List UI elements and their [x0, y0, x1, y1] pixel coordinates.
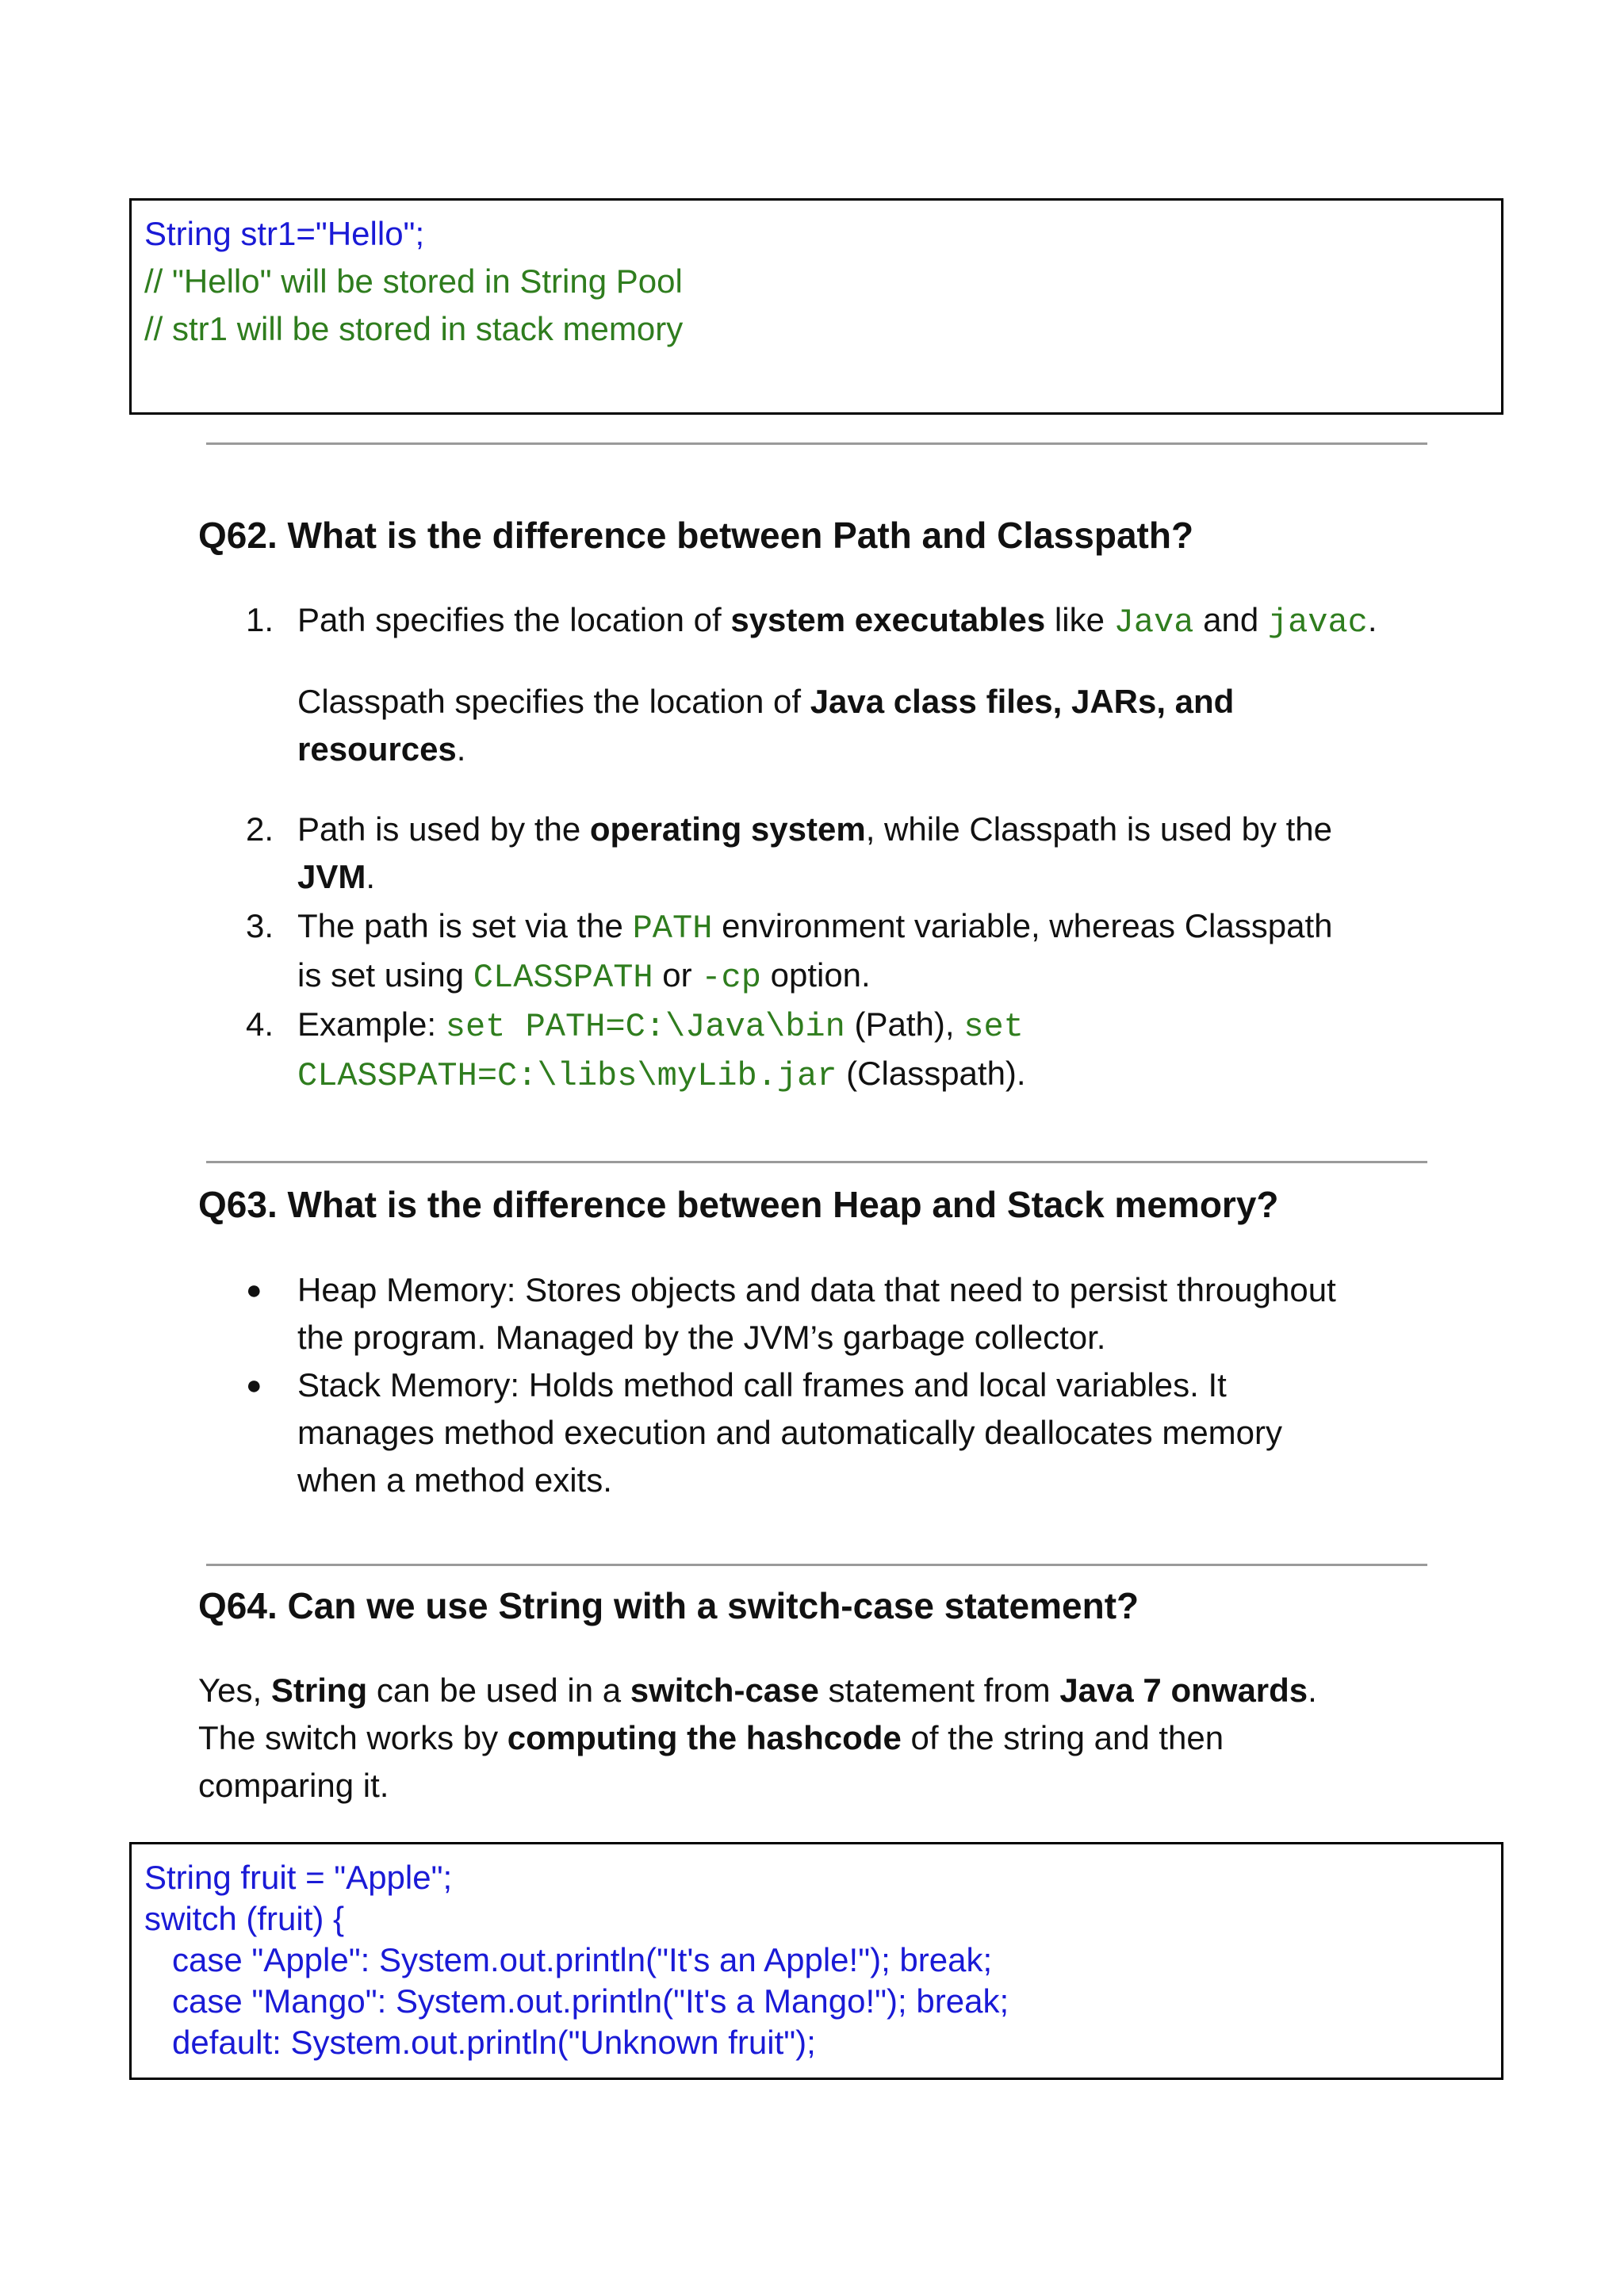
divider — [206, 442, 1427, 445]
paragraph-line: comparing it. — [198, 1767, 389, 1804]
list-item-text: CLASSPATH=C:\libs\myLib.jar (Classpath). — [297, 1055, 1026, 1095]
code-line: String fruit = "Apple"; — [144, 1859, 453, 1896]
list-item-text: Stack Memory: Holds method call frames and local variables. It — [297, 1366, 1227, 1404]
paragraph-line: Yes, String can be used in a switch-case statement from Java 7 onwards. — [198, 1672, 1317, 1709]
list-item-text: resources. — [297, 730, 466, 768]
list-number: 4. — [246, 1005, 274, 1043]
list-item-text: Heap Memory: Stores objects and data that need to persist throughout — [297, 1271, 1336, 1308]
list-item-text: JVM. — [297, 858, 376, 895]
list-item-text: The path is set via the PATH environment variable, whereas Classpath — [297, 907, 1333, 948]
question-heading-q62: Q62. What is the difference between Path and Classpath? — [198, 515, 1194, 556]
divider — [206, 1161, 1427, 1163]
paragraph-line: The switch works by computing the hashcode of the string and then — [198, 1719, 1224, 1756]
list-number: 3. — [246, 907, 274, 944]
code-block-switch-case — [129, 1842, 1503, 2080]
list-item-text: Path is used by the operating system, while Classpath is used by the — [297, 810, 1332, 848]
code-line: switch (fruit) { — [144, 1900, 345, 1937]
list-number: 2. — [246, 810, 274, 848]
list-item-text: manages method execution and automatically deallocates memory — [297, 1414, 1283, 1451]
list-number: 1. — [246, 601, 274, 638]
code-line: case "Mango": System.out.println("It's a Mango!"); break; — [144, 1982, 1009, 2020]
divider — [206, 1564, 1427, 1566]
bullet: ● — [246, 1275, 262, 1305]
list-item-text: the program. Managed by the JVM’s garbage collector. — [297, 1319, 1106, 1356]
code-line: default: System.out.println("Unknown fruit"); — [144, 2024, 816, 2061]
list-item-text: is set using CLASSPATH or -cp option. — [297, 956, 871, 997]
code-comment-line: // "Hello" will be stored in String Pool — [144, 262, 683, 300]
list-item-text: Classpath specifies the location of Java class files, JARs, and — [297, 683, 1235, 720]
code-block-string-pool — [129, 198, 1503, 415]
code-line: case "Apple": System.out.println("It's an Apple!"); break; — [144, 1941, 993, 1978]
question-heading-q64: Q64. Can we use String with a switch-case statement? — [198, 1585, 1139, 1626]
code-line: String str1="Hello"; — [144, 215, 425, 252]
list-item-text: Path specifies the location of system executables like Java and javac. — [297, 601, 1377, 641]
list-item-text: when a method exits. — [297, 1461, 612, 1499]
bullet: ● — [246, 1370, 262, 1400]
question-heading-q63: Q63. What is the difference between Heap and Stack memory? — [198, 1184, 1279, 1225]
code-comment-line: // str1 will be stored in stack memory — [144, 310, 684, 347]
list-item-text: Example: set PATH=C:\Java\bin (Path), set — [297, 1005, 1024, 1046]
